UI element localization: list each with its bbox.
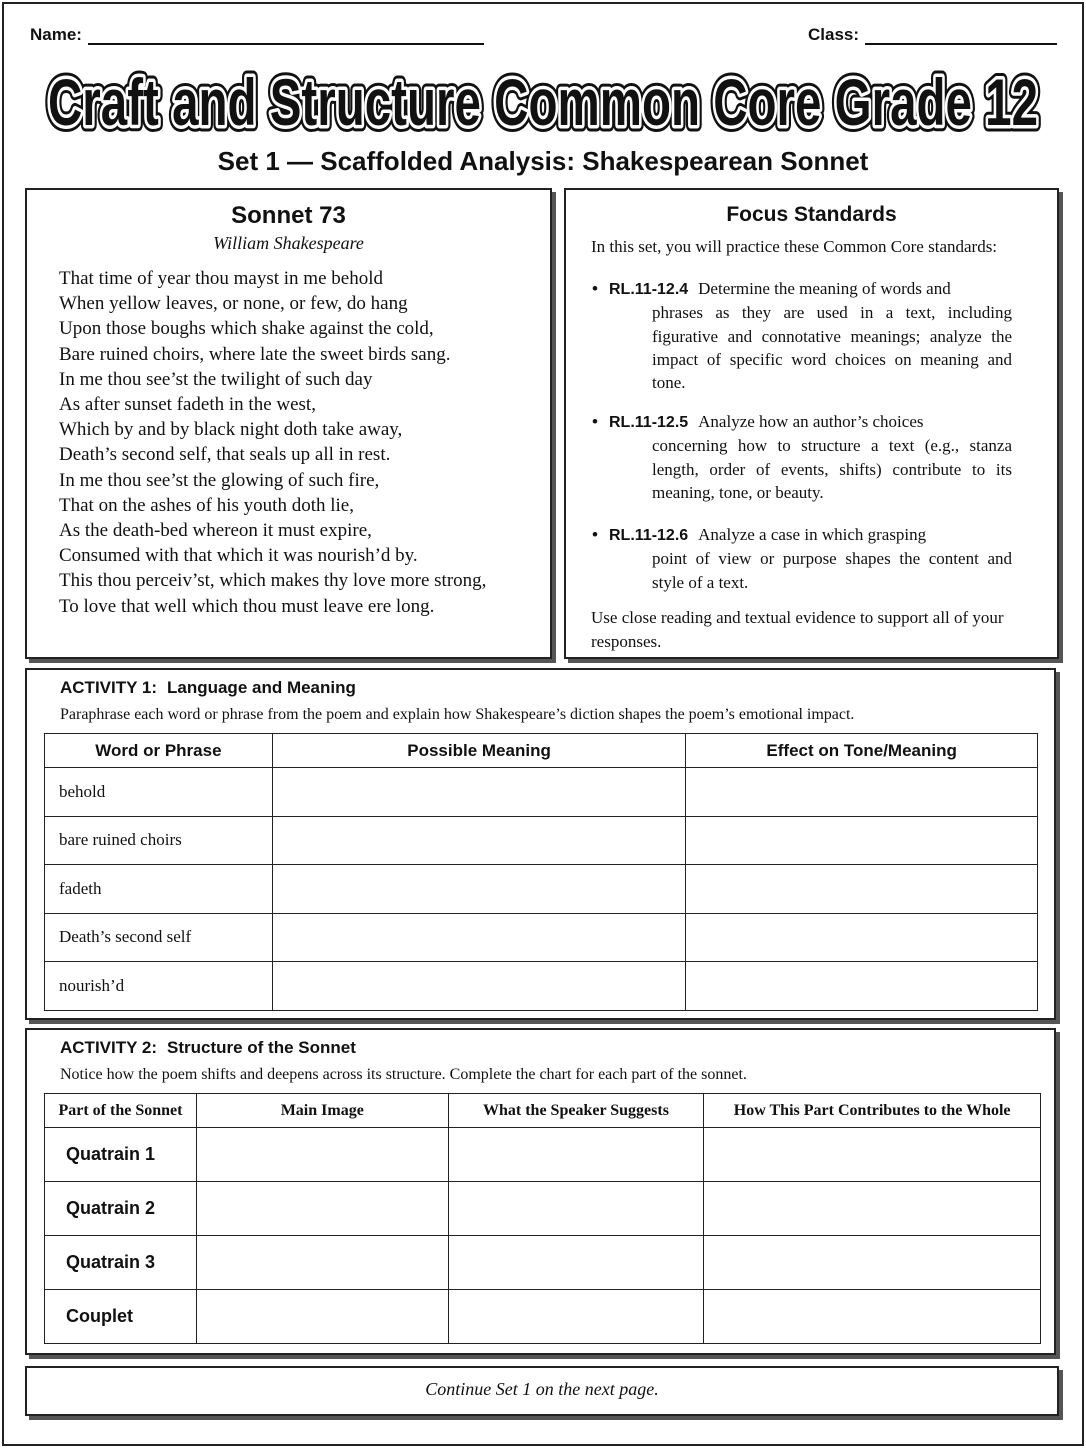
activity-1-panel: [25, 668, 1056, 1020]
table-row: [45, 1236, 1041, 1290]
bullet-icon: •: [592, 412, 598, 431]
poem-line: Which by and by black night doth take away,: [59, 419, 403, 441]
poem-line: That time of year thou mayst in me behold: [59, 268, 383, 289]
standard-text: Analyze a case in which grasping: [698, 525, 927, 544]
word-cell: bare ruined choirs: [45, 816, 273, 865]
column-header: Possible Meaning: [272, 734, 686, 768]
word-cell: nourish’d: [45, 962, 273, 1011]
table-row: [45, 962, 1038, 1011]
name-field[interactable]: [30, 25, 484, 45]
speaker-suggests-answer-cell[interactable]: [448, 1236, 704, 1290]
poem-line: In me thou see’st the twilight of such day: [59, 368, 373, 390]
table-row: [45, 768, 1038, 817]
sonnet-structure-table: [44, 1093, 1041, 1344]
main-image-answer-cell[interactable]: [196, 1128, 448, 1182]
poem-line: To love that well which thou must leave ere long.: [59, 595, 435, 617]
table-row: [45, 1182, 1041, 1236]
column-header: What the Speaker Suggests: [448, 1094, 704, 1128]
activity-1-number: ACTIVITY 1:: [60, 678, 157, 697]
column-header: Word or Phrase: [45, 734, 273, 768]
focus-intro: In this set, you will practice these Common Core standards:: [591, 237, 998, 256]
svg-text:Craft and Structure Common Cor: Craft and Structure Common Core Grade 12: [48, 65, 1038, 139]
worksheet-title: [0, 52, 1086, 142]
poem-panel: [25, 188, 552, 659]
standard-item: [592, 277, 1012, 394]
activity-1-instructions: Paraphrase each word or phrase from the poem and explain how Shakespeare’s diction shapes the poem’s emotional impact.: [60, 706, 855, 723]
standard-item: [592, 410, 1012, 504]
sonnet-part-cell: Couplet: [45, 1290, 197, 1344]
table-row: [45, 913, 1038, 962]
standard-item: [592, 523, 1012, 594]
column-header: Part of the Sonnet: [45, 1094, 197, 1128]
column-header: Effect on Tone/Meaning: [686, 734, 1038, 768]
standard-code: RL.11-12.6: [609, 527, 689, 544]
word-cell: Death’s second self: [45, 913, 273, 962]
contribution-answer-cell[interactable]: [704, 1182, 1041, 1236]
poem-line: As the death-bed whereon it must expire,: [59, 520, 372, 542]
focus-title: Focus Standards: [726, 203, 897, 226]
column-header: How This Part Contributes to the Whole: [704, 1094, 1041, 1128]
class-label: Class:: [808, 25, 860, 44]
meaning-answer-cell[interactable]: [272, 962, 686, 1011]
effect-answer-cell[interactable]: [686, 768, 1038, 817]
meaning-answer-cell[interactable]: [272, 865, 686, 914]
speaker-suggests-answer-cell[interactable]: [448, 1290, 704, 1344]
activity-2-title: Structure of the Sonnet: [166, 1038, 356, 1057]
table-header-row: [45, 1094, 1041, 1128]
class-field[interactable]: [808, 25, 1057, 45]
poem-text: [59, 266, 486, 619]
activity-2-instructions: Notice how the poem shifts and deepens across its structure. Complete the chart for each part of the sonnet.: [60, 1066, 747, 1083]
standard-text-continued: phrases as they are used in a text, including figurative and connotative meanings; analyze the impact of specific word choices on meaning and tone.: [652, 303, 1012, 393]
svg-text:Craft and Structure Common Cor: Craft and Structure Common Core Grade 12: [48, 65, 1038, 139]
poem-line: That on the ashes of his youth doth lie,: [59, 494, 354, 516]
standard-code: RL.11-12.4: [609, 281, 689, 298]
name-label: Name:: [30, 25, 82, 44]
poem-line: Upon those boughs which shake against the cold,: [59, 318, 434, 340]
name-line[interactable]: [88, 27, 484, 45]
contribution-answer-cell[interactable]: [704, 1236, 1041, 1290]
main-image-answer-cell[interactable]: [196, 1182, 448, 1236]
contribution-answer-cell[interactable]: [704, 1128, 1041, 1182]
standard-text: Analyze how an author’s choices: [698, 412, 924, 431]
poem-line: Death’s second self, that seals up all in rest.: [59, 444, 391, 466]
sonnet-part-cell: Quatrain 2: [45, 1182, 197, 1236]
focus-closing: Use close reading and textual evidence to support all of your responses.: [591, 608, 1004, 651]
focus-standards-panel: [564, 188, 1059, 659]
standard-text-continued: concerning how to structure a text (e.g., stanza length, order of events, shifts) contribute to its meaning, tone, or beauty.: [652, 436, 1012, 502]
effect-answer-cell[interactable]: [686, 816, 1038, 865]
activity-2-heading: [60, 1038, 356, 1058]
table-row: [45, 816, 1038, 865]
class-line[interactable]: [865, 27, 1057, 45]
poem-line: When yellow leaves, or none, or few, do hang: [59, 293, 408, 315]
poem-line: This thou perceiv’st, which makes thy love more strong,: [59, 570, 487, 592]
bullet-icon: •: [592, 525, 598, 544]
set-subtitle: Set 1 — Scaffolded Analysis: Shakespearean Sonnet: [217, 146, 869, 176]
activity-2-number: ACTIVITY 2:: [60, 1038, 157, 1057]
activity-1-heading: [60, 678, 356, 698]
table-row: [45, 1128, 1041, 1182]
speaker-suggests-answer-cell[interactable]: [448, 1182, 704, 1236]
standard-text: Determine the meaning of words and: [698, 279, 951, 298]
speaker-suggests-answer-cell[interactable]: [448, 1128, 704, 1182]
meaning-answer-cell[interactable]: [272, 768, 686, 817]
poem-line: As after sunset fadeth in the west,: [59, 394, 316, 416]
footer-panel: [25, 1366, 1059, 1416]
poem-title: Sonnet 73: [231, 202, 346, 229]
table-header-row: [45, 734, 1038, 768]
sonnet-part-cell: Quatrain 1: [45, 1128, 197, 1182]
effect-answer-cell[interactable]: [686, 865, 1038, 914]
main-image-answer-cell[interactable]: [196, 1290, 448, 1344]
main-image-answer-cell[interactable]: [196, 1236, 448, 1290]
contribution-answer-cell[interactable]: [704, 1290, 1041, 1344]
word-cell: behold: [45, 768, 273, 817]
poem-line: Consumed with that which it was nourish’d by.: [59, 545, 418, 567]
language-meaning-table: [44, 733, 1038, 1011]
continue-note: Continue Set 1 on the next page.: [425, 1379, 659, 1399]
svg-text:Craft and Structure Common Cor: Craft and Structure Common Core Grade 12: [48, 65, 1038, 139]
column-header: Main Image: [196, 1094, 448, 1128]
table-row: [45, 1290, 1041, 1344]
effect-answer-cell[interactable]: [686, 913, 1038, 962]
standard-code: RL.11-12.5: [609, 414, 689, 431]
table-row: [45, 865, 1038, 914]
bullet-icon: •: [592, 279, 598, 298]
poem-line: Bare ruined choirs, where late the sweet birds sang.: [59, 343, 451, 365]
poem-line: In me thou see’st the glowing of such fire,: [59, 469, 380, 491]
meaning-answer-cell[interactable]: [272, 816, 686, 865]
poem-author: William Shakespeare: [213, 233, 364, 253]
standard-text-continued: point of view or purpose shapes the content and style of a text.: [652, 549, 1012, 592]
activity-1-title: Language and Meaning: [166, 678, 356, 697]
activity-2-panel: [25, 1028, 1056, 1355]
effect-answer-cell[interactable]: [686, 962, 1038, 1011]
sonnet-part-cell: Quatrain 3: [45, 1236, 197, 1290]
word-cell: fadeth: [45, 865, 273, 914]
meaning-answer-cell[interactable]: [272, 913, 686, 962]
